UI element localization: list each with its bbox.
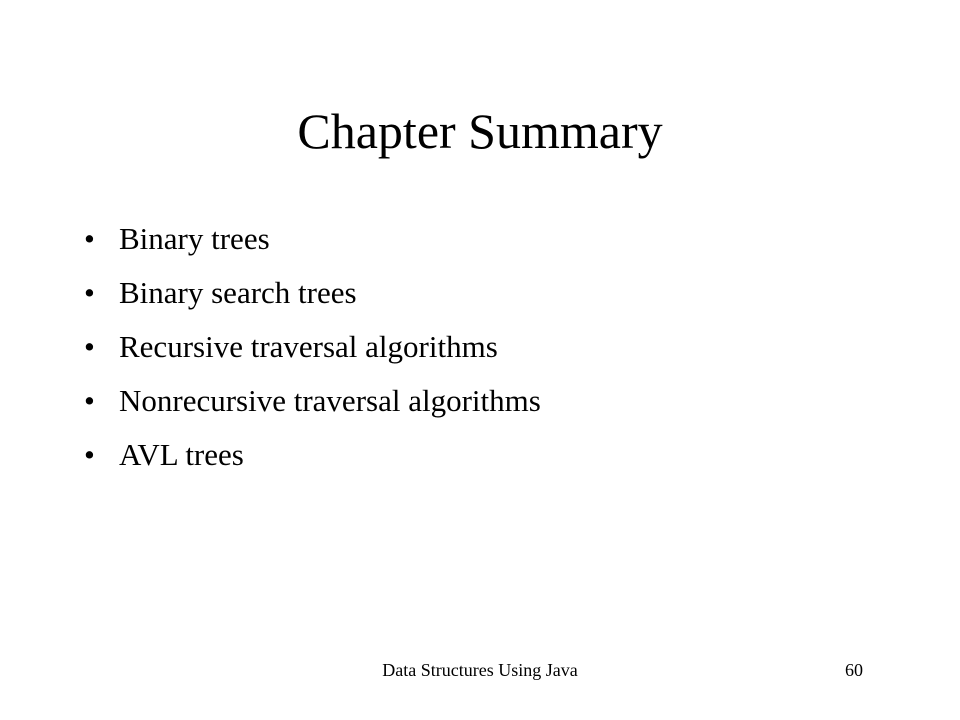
bullet-dot-icon: • xyxy=(84,329,95,364)
bullet-text: Recursive traversal algorithms xyxy=(119,329,498,364)
slide-title: Chapter Summary xyxy=(297,103,663,159)
bullet-text: Nonrecursive traversal algorithms xyxy=(119,383,541,418)
bullet-dot-icon: • xyxy=(84,221,95,256)
bullet-text: AVL trees xyxy=(119,437,244,472)
bullet-dot-icon: • xyxy=(84,383,95,418)
bullet-text: Binary trees xyxy=(119,221,270,256)
bullet-dot-icon: • xyxy=(84,437,95,472)
page-number: 60 xyxy=(845,660,863,680)
bullet-text: Binary search trees xyxy=(119,275,357,310)
footer-title: Data Structures Using Java xyxy=(382,660,578,680)
bullet-dot-icon: • xyxy=(84,275,95,310)
